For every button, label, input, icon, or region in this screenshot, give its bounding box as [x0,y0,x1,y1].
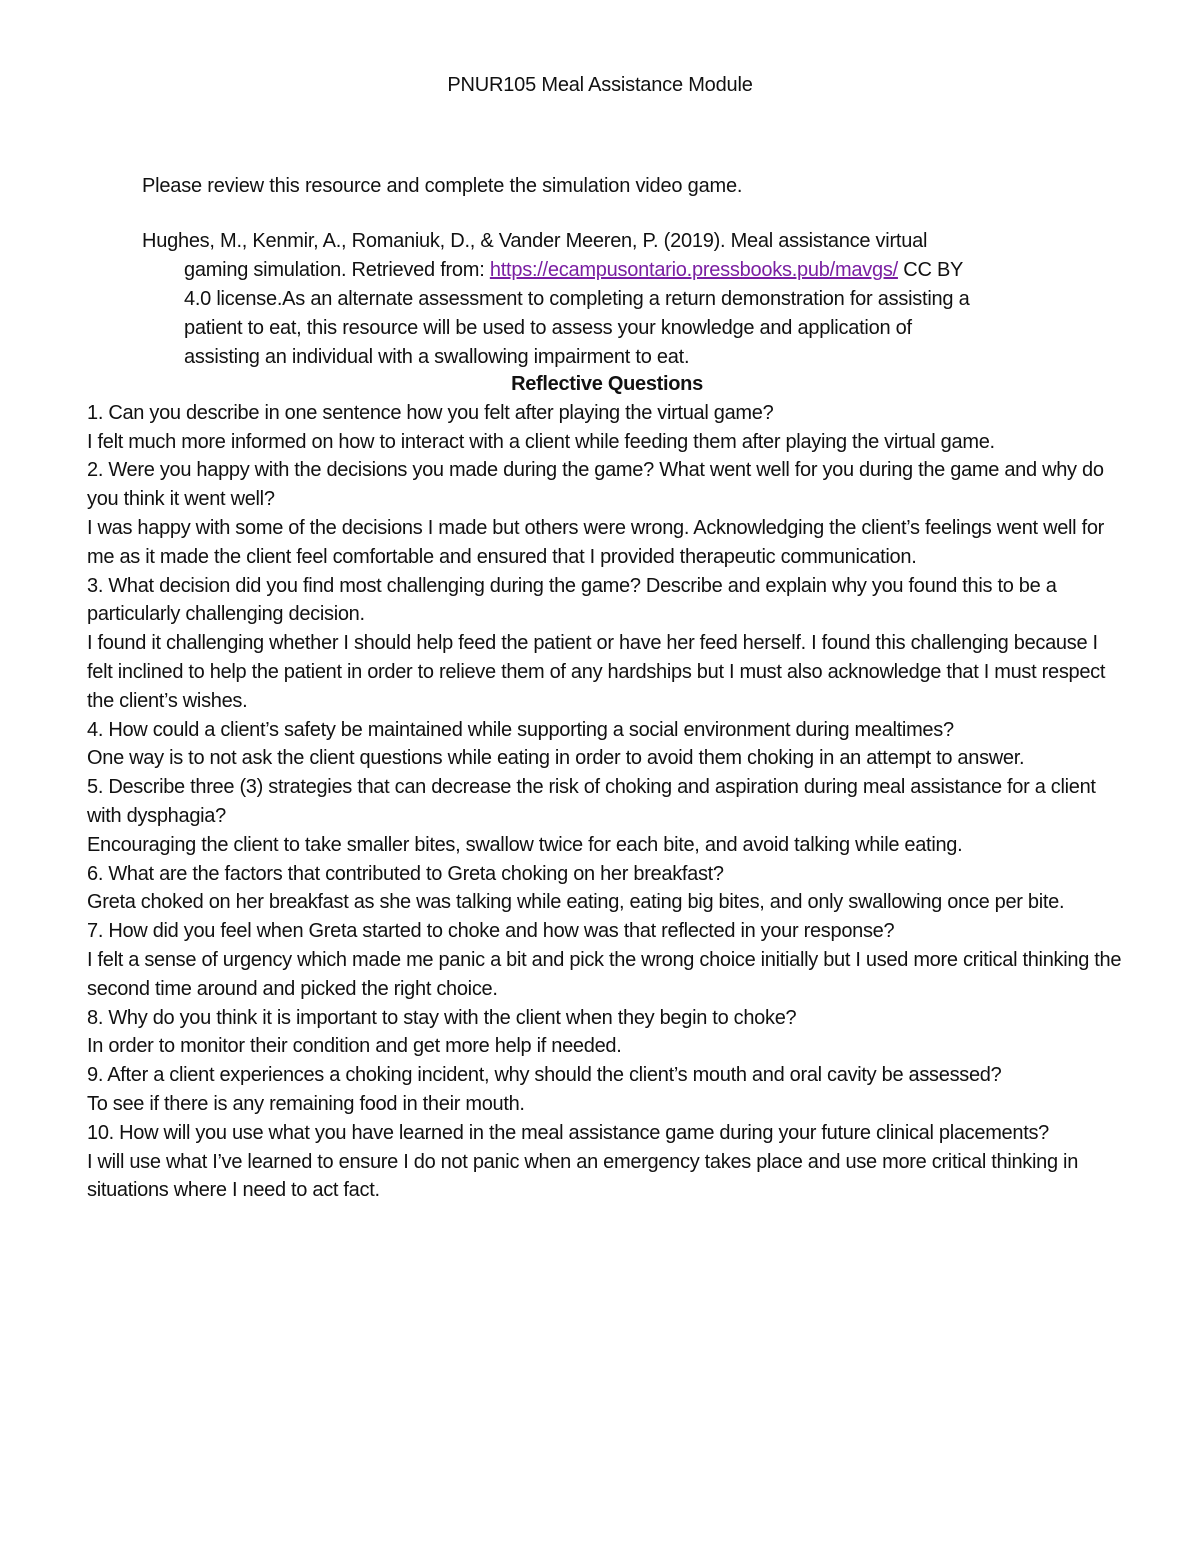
citation-line-4: patient to eat, this resource will be used to assess your knowledge and application of [184,317,912,339]
question-10: 10. How will you use what you have learned in the meal assistance game during your future clinical placements? [87,1121,1049,1144]
answer-9: To see if there is any remaining food in their mouth. [87,1092,525,1115]
answer-7: I felt a sense of urgency which made me panic a bit and pick the wrong choice initially but I used more critical thinking the second time around and picked the right choice. [87,948,1122,1000]
answer-5: Encouraging the client to take smaller bites, swallow twice for each bite, and avoid talking while eating. [87,833,963,856]
citation-link[interactable]: https://ecampusontario.pressbooks.pub/mavgs/ [489,259,898,281]
answer-4: One way is to not ask the client questions while eating in order to avoid them choking in an attempt to answer. [87,747,1025,770]
answer-8: In order to monitor their condition and get more help if needed. [87,1035,622,1058]
citation-line-1: Hughes, M., Kenmir, A., Romaniuk, D., & Vander Meeren, P. (2019). Meal assistance virtual [142,230,928,252]
citation-line-2-prefix: gaming simulation. Retrieved from: [184,259,490,281]
citation-block [142,227,1060,372]
question-6: 6. What are the factors that contributed to Greta choking on her breakfast? [87,862,724,885]
citation-line-5: assisting an individual with a swallowing impairment to eat. [184,346,690,368]
question-5: 5. Describe three (3) strategies that can decrease the risk of choking and aspiration during meal assistance for a client with dysphagia? [87,776,1096,827]
document-title: PNUR105 Meal Assistance Module [447,74,753,96]
question-3: 3. What decision did you find most challenging during the game? Describe and explain why you found this to be a particularly challenging decision. [87,574,1057,626]
reflective-questions-section [87,370,1127,1205]
intro-text: Please review this resource and complete the simulation video game. [142,175,743,197]
question-4: 4. How could a client’s safety be maintained while supporting a social environment during mealtimes? [87,718,954,741]
answer-10: I will use what I’ve learned to ensure I do not panic when an emergency takes place and use more critical thinking in situations where I need to act fact. [87,1150,1079,1202]
answer-1: I felt much more informed on how to interact with a client while feeding them after playing the virtual game. [87,430,995,453]
question-1: 1. Can you describe in one sentence how you felt after playing the virtual game? [87,401,774,424]
question-8: 8. Why do you think it is important to stay with the client when they begin to choke? [87,1006,797,1029]
question-9: 9. After a client experiences a choking incident, why should the client’s mouth and oral cavity be assessed? [87,1064,1002,1087]
answer-2: I was happy with some of the decisions I made but others were wrong. Acknowledging the client’s feelings went well for me as it made the client feel comfortable and ensured that I provided therapeutic communication. [87,516,1105,568]
answer-3: I found it challenging whether I should help feed the patient or have her feed herself. I found this challenging because I felt inclined to help the patient in order to relieve them of any hardships but I must also acknowledge that I must respect the client’s wishes. [87,632,1106,712]
question-7: 7. How did you feel when Greta started to choke and how was that reflected in your response? [87,920,895,943]
citation-line-2-suffix: CC BY [897,259,964,281]
question-2: 2. Were you happy with the decisions you made during the game? What went well for you during the game and why do you think it went well? [87,459,1104,511]
section-heading: Reflective Questions [511,373,703,395]
citation-line-3: 4.0 license.As an alternate assessment to completing a return demonstration for assisting a [184,288,970,310]
citation-line-2 [142,256,1060,285]
answer-6: Greta choked on her breakfast as she was talking while eating, eating big bites, and only swallowing once per bite. [87,891,1065,914]
